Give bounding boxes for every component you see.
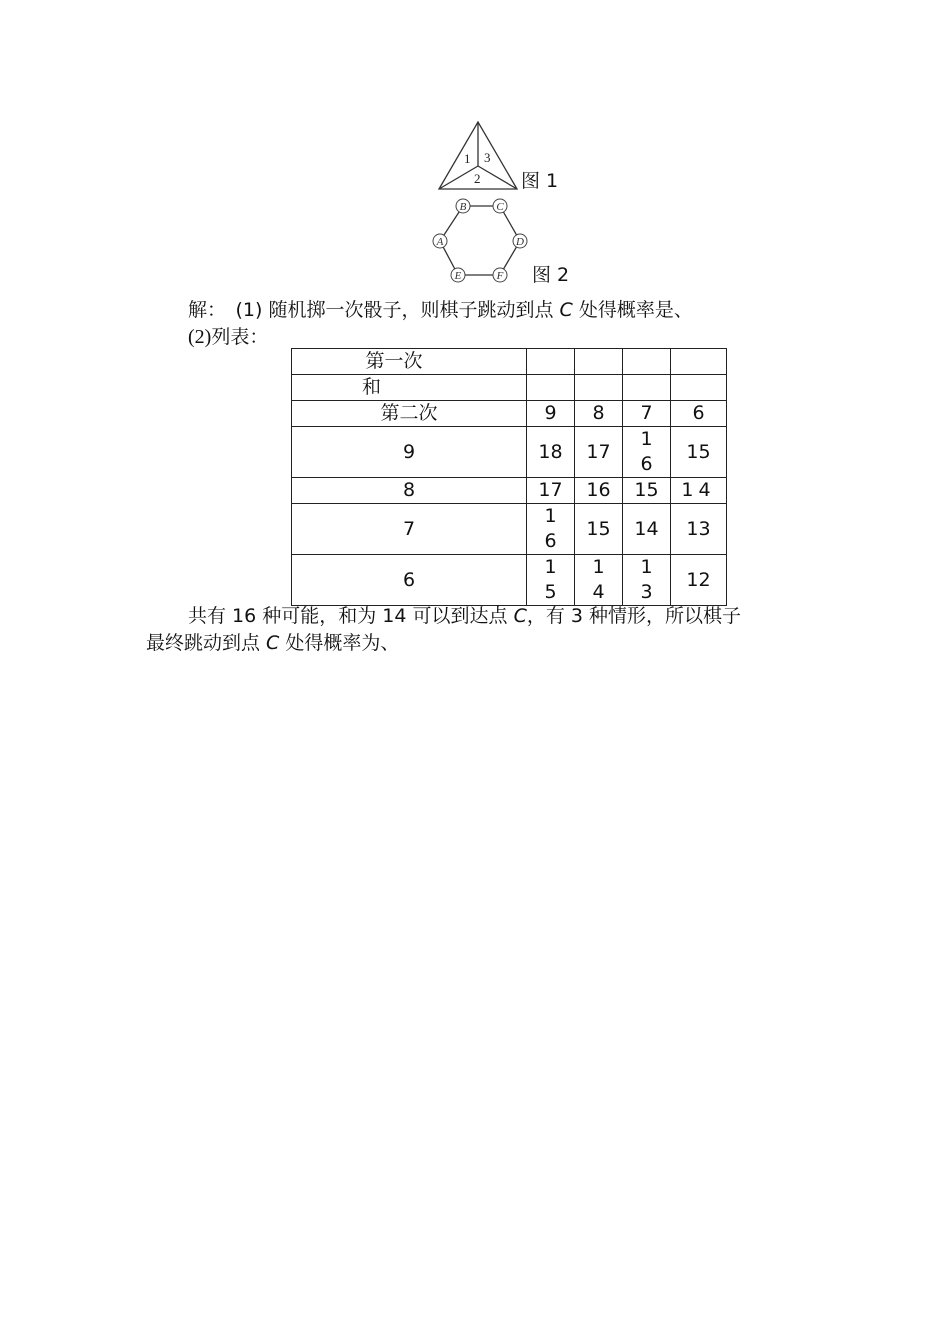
solution-part2-number: (2): [188, 326, 212, 348]
table-cell: 13: [671, 504, 727, 555]
vertex-label-d: D: [516, 236, 524, 248]
row-label: 8: [292, 478, 527, 504]
column-header: 8: [575, 401, 623, 427]
figure1-caption: 图 1: [521, 170, 559, 192]
column-header: 9: [527, 401, 575, 427]
table-cell-value: 16: [640, 428, 653, 475]
triangle-figure: [436, 120, 520, 192]
header-empty-cell: [623, 375, 671, 401]
table-cell: 14: [671, 478, 727, 504]
table-row: [292, 427, 727, 478]
table-header-row: [292, 375, 727, 401]
header-empty-cell: [527, 349, 575, 375]
vertex-label-f: F: [496, 270, 504, 282]
row-label: 9: [292, 427, 527, 478]
row-label: 6: [292, 555, 527, 606]
header-second-throw: 第二次: [292, 401, 527, 427]
table-cell: 12: [671, 555, 727, 606]
vertex-label-a: A: [436, 236, 444, 248]
solution-part2: [188, 325, 268, 349]
table-cell: 14: [623, 504, 671, 555]
solution-part1-suffix: 处得概率是、: [572, 299, 693, 321]
table-cell: [575, 555, 623, 606]
figure2-caption: 图 2: [532, 264, 570, 286]
sum-table: [291, 348, 727, 606]
conclusion-text: ，有 3 种情形，所以棋子: [526, 605, 742, 627]
conclusion-text: 处得概率为、: [279, 632, 400, 654]
header-empty-cell: [671, 349, 727, 375]
header-first-throw: 第一次: [292, 349, 527, 375]
hexagon-outline: [440, 206, 520, 275]
table-cell: 15: [575, 504, 623, 555]
table-cell: [527, 555, 575, 606]
point-c-label: C: [513, 605, 527, 627]
region-label-1: 1: [464, 151, 471, 166]
table-row: [292, 555, 727, 606]
table-cell: 17: [575, 427, 623, 478]
header-empty-cell: [575, 349, 623, 375]
table-cell: [527, 504, 575, 555]
column-header: 6: [671, 401, 727, 427]
table-cell-value: 14: [592, 556, 605, 603]
conclusion-line2: [146, 631, 399, 655]
hexagon-figure: [430, 195, 532, 285]
table-cell: 15: [671, 427, 727, 478]
header-empty-cell: [527, 375, 575, 401]
triangle-median-right: [478, 166, 517, 189]
region-label-3: 3: [484, 150, 491, 165]
table-header-row: [292, 349, 727, 375]
table-cell-value: 15: [544, 556, 557, 603]
conclusion-text: 最终跳动到点: [146, 632, 267, 654]
solution-part1-prefix: 解： (1) 随机掷一次骰子，则棋子跳动到点: [188, 299, 560, 321]
conclusion-text: 共有 16 种可能，和为 14 可以到达点: [188, 605, 514, 627]
solution-part2-text: 列表：: [211, 326, 269, 348]
header-empty-cell: [623, 349, 671, 375]
vertex-label-b: B: [459, 201, 467, 213]
header-empty-cell: [575, 375, 623, 401]
point-c-label: C: [266, 632, 280, 654]
row-label: 7: [292, 504, 527, 555]
header-empty-cell: [671, 375, 727, 401]
header-sum-label: 和: [292, 375, 527, 401]
table-cell: 16: [575, 478, 623, 504]
vertex-label-e: E: [454, 270, 462, 282]
table-cell: 17: [527, 478, 575, 504]
vertex-label-c: C: [496, 201, 504, 213]
table-cell-value: 13: [640, 556, 653, 603]
table-row: [292, 504, 727, 555]
table-row: [292, 478, 727, 504]
table-cell: [623, 427, 671, 478]
point-c-label: C: [559, 299, 573, 321]
table-cell: 18: [527, 427, 575, 478]
column-header: 7: [623, 401, 671, 427]
table-cell: [623, 555, 671, 606]
solution-part1: [188, 298, 693, 322]
region-label-2: 2: [474, 171, 481, 186]
triangle-median-left: [439, 166, 478, 189]
table-cell-value: 16: [544, 505, 557, 552]
table-cell: 15: [623, 478, 671, 504]
conclusion-line1: [188, 604, 741, 628]
table-header-row: [292, 401, 727, 427]
